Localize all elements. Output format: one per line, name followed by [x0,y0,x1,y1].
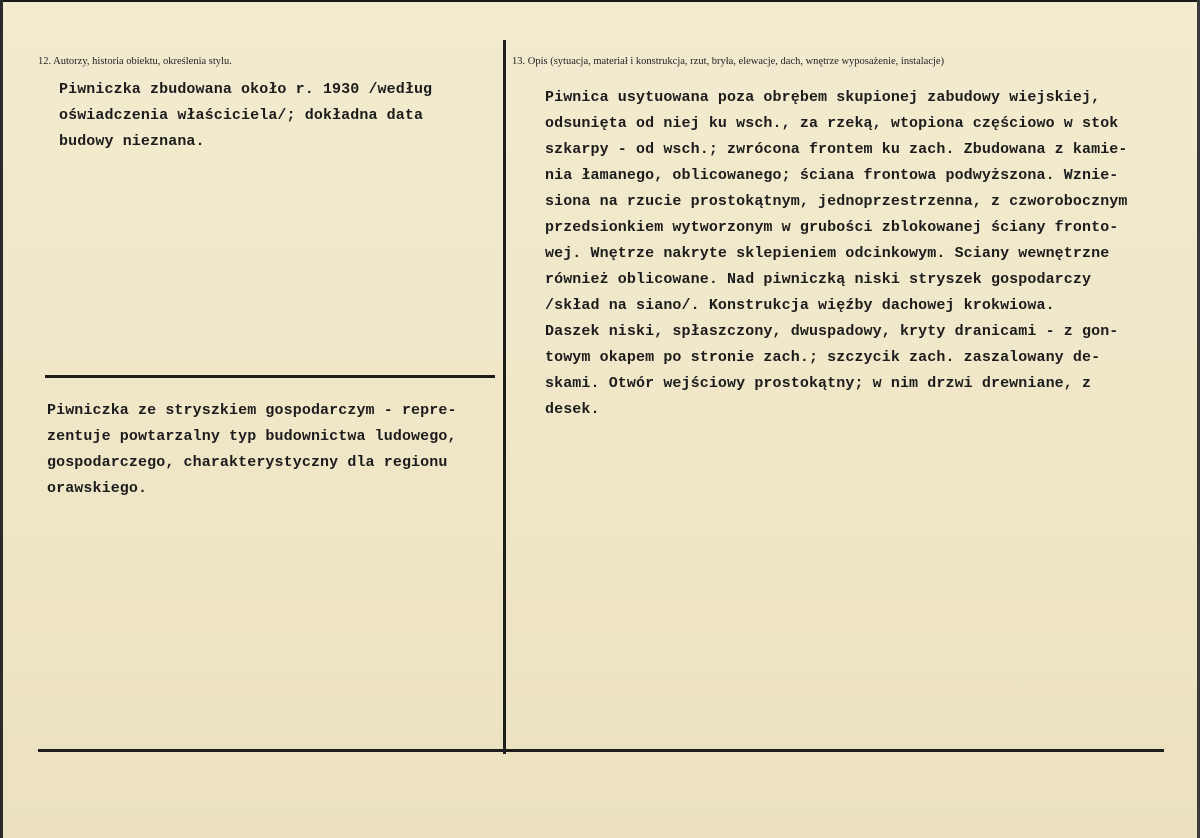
text-line: Daszek niski, spłaszczony, dwuspadowy, kryty dranicami - z gon- [545,323,1119,340]
text-line: orawskiego. [47,480,148,497]
text-line: wej. Wnętrze nakryte sklepieniem odcinkowym. Sciany wewnętrzne [545,245,1110,262]
text-line: zentuje powtarzalny typ budownictwa ludowego, [47,428,457,445]
text-line: Piwnica usytuowana poza obrębem skupionej zabudowy wiejskiej, [545,89,1101,106]
section-12-label: 12. Autorzy, historia obiektu, określenia stylu. [38,56,232,67]
text-line: skami. Otwór wejściowy prostokątny; w nim drzwi drewniane, z [545,375,1092,392]
text-line: nia łamanego, oblicowanego; ściana frontowa podwyższona. Wznie- [545,167,1119,184]
text-line: szkarpy - od wsch.; zwrócona frontem ku zach. Zbudowana z kamie- [545,141,1128,158]
text-line: gospodarczego, charakterystyczny dla regionu [47,454,448,471]
text-line: odsunięta od niej ku wsch., za rzeką, wtopiona częściowo w stok [545,115,1119,132]
assessment-text [47,398,457,502]
text-line: oświadczenia właściciela/; dokładna data [59,107,424,124]
text-line: siona na rzucie prostokątnym, jednoprzestrzenna, z czworobocznym [545,193,1128,210]
card-left-edge [0,0,3,838]
text-line: również oblicowane. Nad piwniczką niski stryszek gospodarczy [545,271,1092,288]
card-top-edge [0,0,1200,2]
text-line: desek. [545,401,600,418]
text-line: przedsionkiem wytworzonym w grubości zblokowanej ściany fronto- [545,219,1119,236]
bottom-rule [38,749,1164,752]
text-line: /skład na siano/. Konstrukcja więźby dachowej krokwiowa. [545,297,1055,314]
text-line: towym okapem po stronie zach.; szczycik zach. zaszalowany de- [545,349,1101,366]
text-line: Piwniczka zbudowana około r. 1930 /według [59,81,433,98]
section-13-label: 13. Opis (sytuacja, materiał i konstrukcja, rzut, bryła, elewacje, dach, wnętrze wyposażenie, instalacje) [512,56,945,67]
column-divider [503,40,506,754]
text-line: Piwniczka ze stryszkiem gospodarczym - repre- [47,402,457,419]
text-line: budowy nieznana. [59,133,205,150]
section-13-text [545,85,1128,423]
section-divider-left [45,375,495,378]
section-12-text [59,77,432,155]
